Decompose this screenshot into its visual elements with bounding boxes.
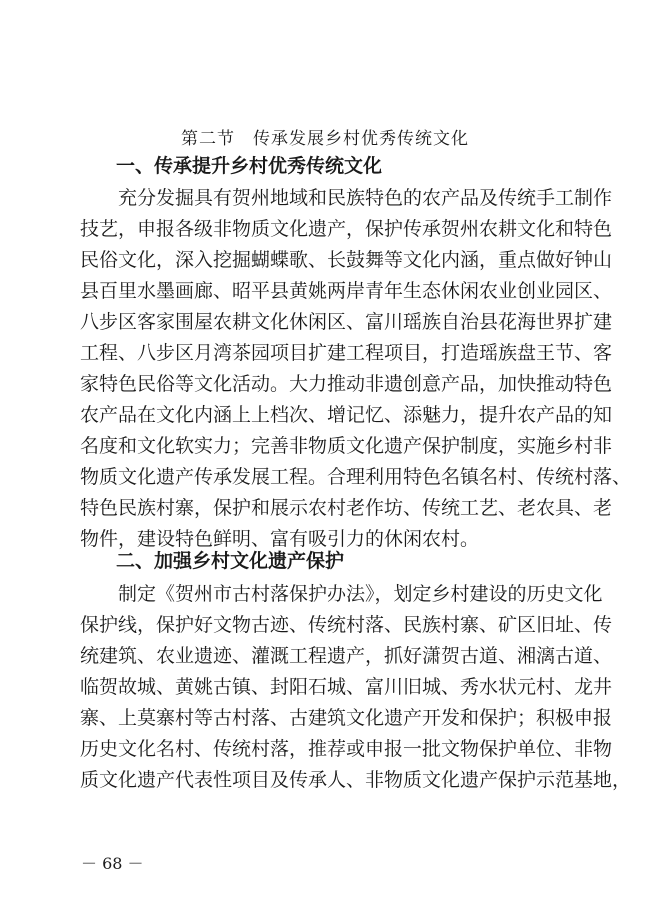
paragraph-line: 历史文化名村、传统村落，推荐或申报一批文物保护单位、非物 [80,738,613,760]
paragraph-line: 技艺，申报各级非物质文化遗产，保护传承贺州农耕文化和特色 [80,218,613,240]
paragraph-line: 工程、八步区月湾茶园项目扩建工程项目，打造瑶族盘王节、客 [80,342,613,364]
paragraph-line: 特色民族村寨，保护和展示农村老作坊、传统工艺、老农具、老 [80,497,613,519]
paragraph-line: 家特色民俗等文化活动。大力推动非遗创意产品，加快推动特色 [80,373,613,395]
paragraph-line: 民俗文化，深入挖掘蝴蝶歌、长鼓舞等文化内涵，重点做好钟山 [80,249,613,271]
paragraph-line: 质文化遗产代表性项目及传承人、非物质文化遗产保护示范基地， [80,769,632,791]
paragraph-line: 八步区客家围屋农耕文化休闲区、富川瑶族自治县花海世界扩建 [80,311,613,333]
paragraph-line: 充分发掘具有贺州地域和民族特色的农产品及传统手工制作 [118,187,613,209]
paragraph-line: 统建筑、农业遗迹、灌溉工程遗产，抓好潇贺古道、湘漓古道、 [80,645,613,667]
paragraph-line: 农产品在文化内涵上上档次、增记忆、添魅力，提升农产品的知 [80,404,613,426]
paragraph-two [80,579,632,796]
paragraph-line: 寨、上莫寨村等古村落、古建筑文化遗产开发和保护；积极申报 [80,707,613,729]
paragraph-line: 名度和文化软实力；完善非物质文化遗产保护制度，实施乡村非 [80,435,613,457]
paragraph-line: 制定《贺州市古村落保护办法》，划定乡村建设的历史文化 [118,583,603,605]
paragraph-line: 物质文化遗产传承发展工程。合理利用特色名镇名村、传统村落、 [80,466,632,488]
section-title: 第二节 传承发展乡村优秀传统文化 [181,129,469,149]
page-number: － 68 － [81,854,144,873]
paragraph-line: 县百里水墨画廊、昭平县黄姚两岸青年生态休闲农业创业园区、 [80,280,613,302]
paragraph-line: 临贺故城、黄姚古镇、封阳石城、富川旧城、秀水状元村、龙井 [80,676,613,698]
heading-one: 一、传承提升乡村优秀传统文化 [116,155,383,177]
heading-two: 二、加强乡村文化遗产保护 [116,550,345,572]
paragraph-line: 保护线，保护好文物古迹、传统村落、民族村寨、矿区旧址、传 [80,614,613,636]
paragraph-line: 物件，建设特色鲜明、富有吸引力的休闲农村。 [80,528,480,550]
paragraph-one [80,183,632,555]
